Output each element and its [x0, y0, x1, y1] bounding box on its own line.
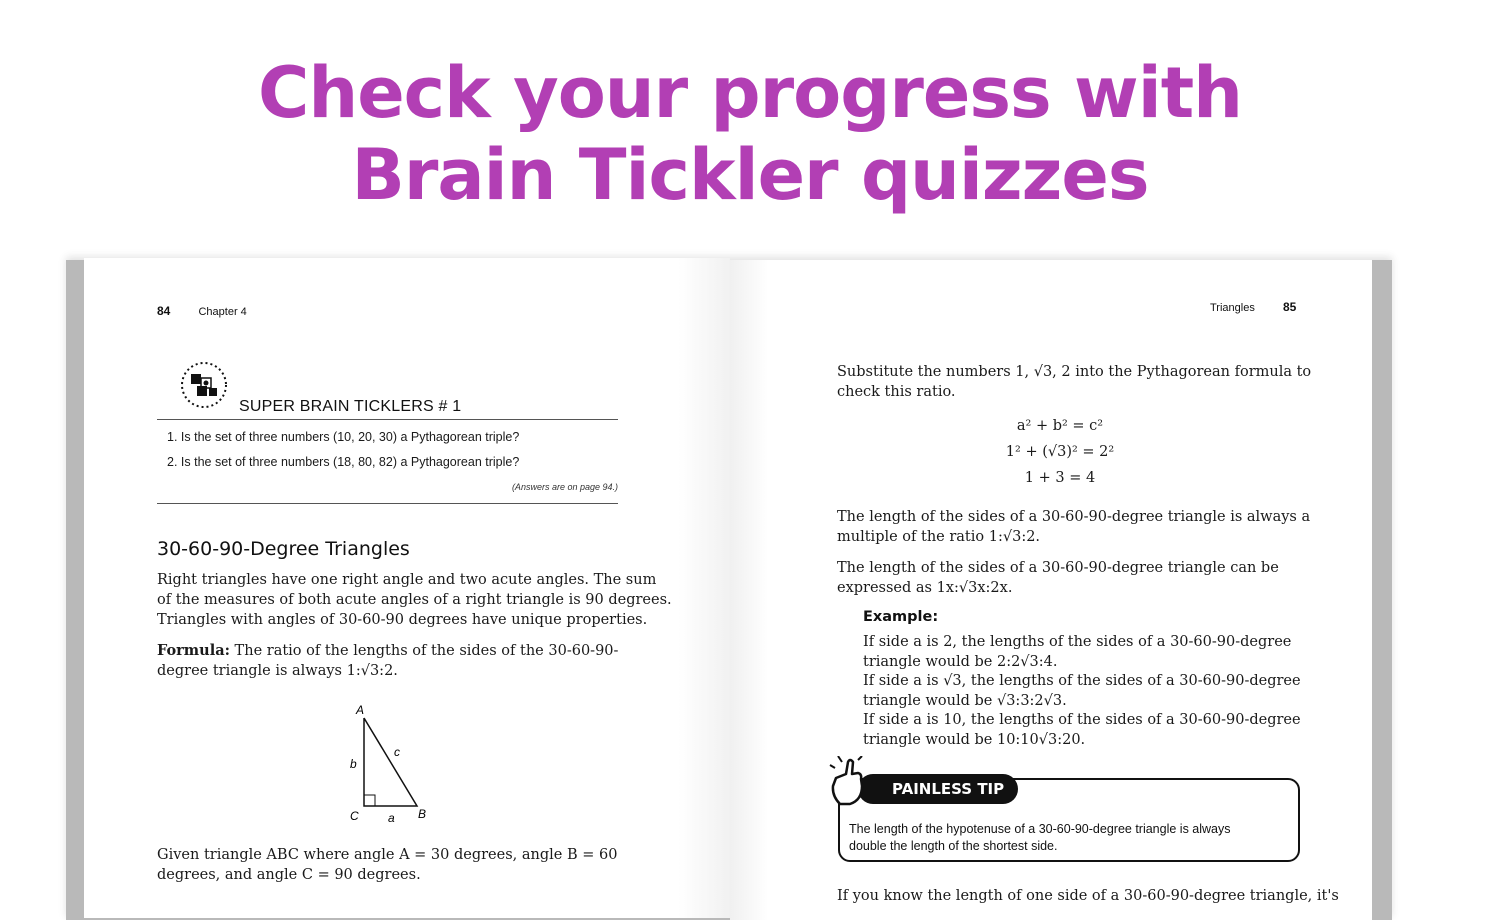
formula-label: Formula:	[157, 642, 230, 659]
hand-icon	[828, 756, 876, 814]
substitute-line-1: Substitute the numbers 1, √3, 2 into the Pythagorean formula to	[837, 364, 1312, 380]
left-running-head	[157, 304, 247, 318]
example-line-4: triangle would be √3:3:2√3.	[863, 693, 1067, 709]
equation-1: a² + b² = c²	[1016, 418, 1104, 434]
equation-2: 1² + (√3)² = 2²	[1005, 444, 1115, 460]
triangle-diagram	[342, 698, 452, 823]
chapter-label: Chapter 4	[198, 306, 247, 318]
vertex-c-label: C	[350, 809, 359, 823]
vertex-b-label: B	[418, 807, 427, 821]
right-page-number: 85	[1282, 300, 1297, 314]
example-heading: Example:	[863, 609, 939, 625]
given-line-2: degrees, and angle C = 90 degrees.	[157, 867, 421, 883]
formula-text: The ratio of the lengths of the sides of the 30-60-90-	[229, 643, 619, 659]
example-line-5: If side a is 10, the lengths of the sides of a 30-60-90-degree	[863, 712, 1301, 728]
vertex-a-label: A	[356, 703, 365, 717]
tip-line-1: The length of the hypotenuse of a 30-60-90-degree triangle is always	[849, 822, 1231, 836]
formula-line-2: degree triangle is always 1:√3:2.	[157, 663, 398, 679]
example-line-6: triangle would be 10:10√3:20.	[863, 732, 1086, 748]
headline-line-2: Brain Tickler quizzes	[351, 134, 1149, 216]
headline-line-1: Check your progress with	[257, 52, 1243, 134]
headline	[0, 52, 1500, 216]
intro-line-3: Triangles with angles of 30-60-90 degrees have unique properties.	[157, 612, 648, 628]
tip-line-2: double the length of the shortest side.	[849, 839, 1058, 853]
painless-tip-text	[849, 821, 1289, 855]
right-page	[730, 260, 1372, 920]
left-page	[84, 258, 730, 918]
painless-tip-label: PAINLESS TIP	[858, 774, 1018, 804]
answers-note: (Answers are on page 94.)	[511, 482, 618, 492]
tickler-rule-top	[157, 419, 618, 420]
open-book	[62, 254, 1398, 914]
side-a-label: a	[388, 811, 395, 823]
side-b-label: b	[350, 757, 357, 771]
question-2: 2. Is the set of three numbers (18, 80, 82) a Pythagorean triple?	[167, 455, 520, 469]
brain-tickler-icon	[179, 360, 229, 410]
running-head-triangles: Triangles	[1210, 302, 1255, 314]
section-heading: 30-60-90-Degree Triangles	[157, 538, 410, 560]
formula-line-1	[157, 641, 618, 661]
right-running-head	[1210, 300, 1296, 314]
intro-line-1: Right triangles have one right angle and two acute angles. The sum	[157, 572, 657, 588]
example-line-1: If side a is 2, the lengths of the sides of a 30-60-90-degree	[863, 634, 1292, 650]
left-page-number: 84	[157, 304, 171, 318]
para2-line-2: expressed as 1x:√3x:2x.	[837, 580, 1013, 596]
para1-line-1: The length of the sides of a 30-60-90-degree triangle is always a	[837, 509, 1311, 525]
para2-line-1: The length of the sides of a 30-60-90-degree triangle can be	[837, 560, 1279, 576]
given-line-1: Given triangle ABC where angle A = 30 degrees, angle B = 60	[157, 847, 618, 863]
tickler-title: SUPER BRAIN TICKLERS # 1	[239, 398, 462, 415]
equation-3: 1 + 3 = 4	[1024, 470, 1096, 486]
substitute-line-2: check this ratio.	[837, 384, 956, 400]
tickler-rule-bottom	[157, 503, 618, 504]
intro-line-2: of the measures of both acute angles of a right triangle is 90 degrees.	[157, 592, 672, 608]
para1-line-2: multiple of the ratio 1:√3:2.	[837, 529, 1041, 545]
example-line-2: triangle would be 2:2√3:4.	[863, 654, 1058, 670]
question-1: 1. Is the set of three numbers (10, 20, 30) a Pythagorean triple?	[167, 430, 520, 444]
cutoff-line: If you know the length of one side of a 30-60-90-degree triangle, it's	[837, 888, 1339, 904]
example-line-3: If side a is √3, the lengths of the sides of a 30-60-90-degree	[863, 673, 1301, 689]
side-c-label: c	[394, 745, 400, 759]
